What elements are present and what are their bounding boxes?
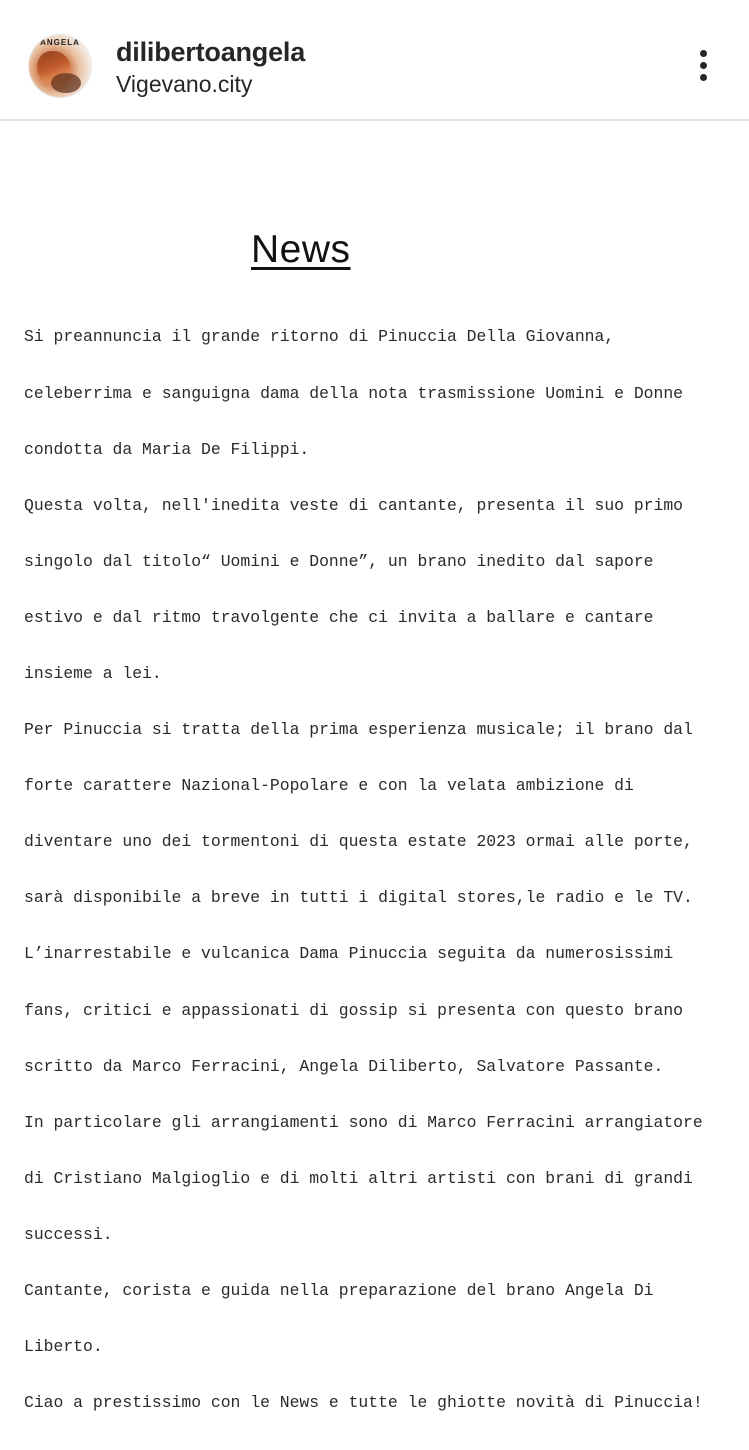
post-image[interactable] (0, 121, 749, 1413)
article-line: scritto da Marco Ferracini, Angela Diliberto, Salvatore Passante. (24, 1056, 664, 1076)
article-line: Cantante, corista e guida nella preparazione del brano Angela Di (24, 1281, 654, 1300)
article-line: fans, critici e appassionati di gossip si presenta con questo brano (24, 1000, 684, 1020)
article-line: diventare uno dei tormentoni di questa estate 2023 ormai alle porte, (24, 832, 693, 852)
article-body (24, 291, 744, 1450)
more-options-button[interactable] (690, 46, 718, 86)
article-line: di Cristiano Malgioglio e di molti altri artisti con brani di grandi (24, 1168, 693, 1188)
more-vertical-icon (700, 62, 707, 69)
avatar[interactable] (29, 35, 91, 97)
avatar-image-shade (51, 73, 81, 93)
more-vertical-icon (700, 50, 707, 57)
article-line: singolo dal titolo“ Uomini e Donne”, un brano inedito dal sapore (24, 551, 654, 571)
article-line: condotta da Maria De Filippi. (24, 439, 310, 459)
article-line: sarà disponibile a breve in tutti i digital stores,le radio e le TV. (24, 888, 693, 908)
article-line: estivo e dal ritmo travolgente che ci invita a ballare e cantare (24, 607, 654, 627)
article-line: Per Pinuccia si tratta della prima esperienza musicale; il brano dal (24, 720, 693, 740)
username-link[interactable]: dilibertoangela (116, 37, 306, 67)
article-line: celeberrima e sanguigna dama della nota trasmissione Uomini e Donne (24, 383, 684, 403)
article-line: Ciao a prestissimo con le News e tutte le ghiotte novità di Pinuccia! (24, 1393, 703, 1413)
article-line: successi. (24, 1224, 113, 1244)
article-line: forte carattere Nazional-Popolare e con la velata ambizione di (24, 776, 634, 796)
article-line: insieme a lei. (24, 663, 162, 683)
article-line: Si preannuncia il grande ritorno di Pinuccia Della Giovanna, (24, 327, 615, 347)
more-vertical-icon (700, 74, 707, 81)
article-line: In particolare gli arrangiamenti sono di Marco Ferracini arrangiatore (24, 1112, 703, 1132)
post-header (0, 0, 749, 119)
article-line: Liberto. (24, 1337, 103, 1357)
avatar-caption: ANGELA (40, 38, 80, 47)
article-line: L’inarrestabile e vulcanica Dama Pinuccia seguita da numerosissimi (24, 944, 674, 964)
article-line: Questa volta, nell'inedita veste di cantante, presenta il suo primo (24, 495, 684, 515)
location-link[interactable]: Vigevano.city (116, 71, 253, 97)
news-title: News (251, 228, 351, 271)
